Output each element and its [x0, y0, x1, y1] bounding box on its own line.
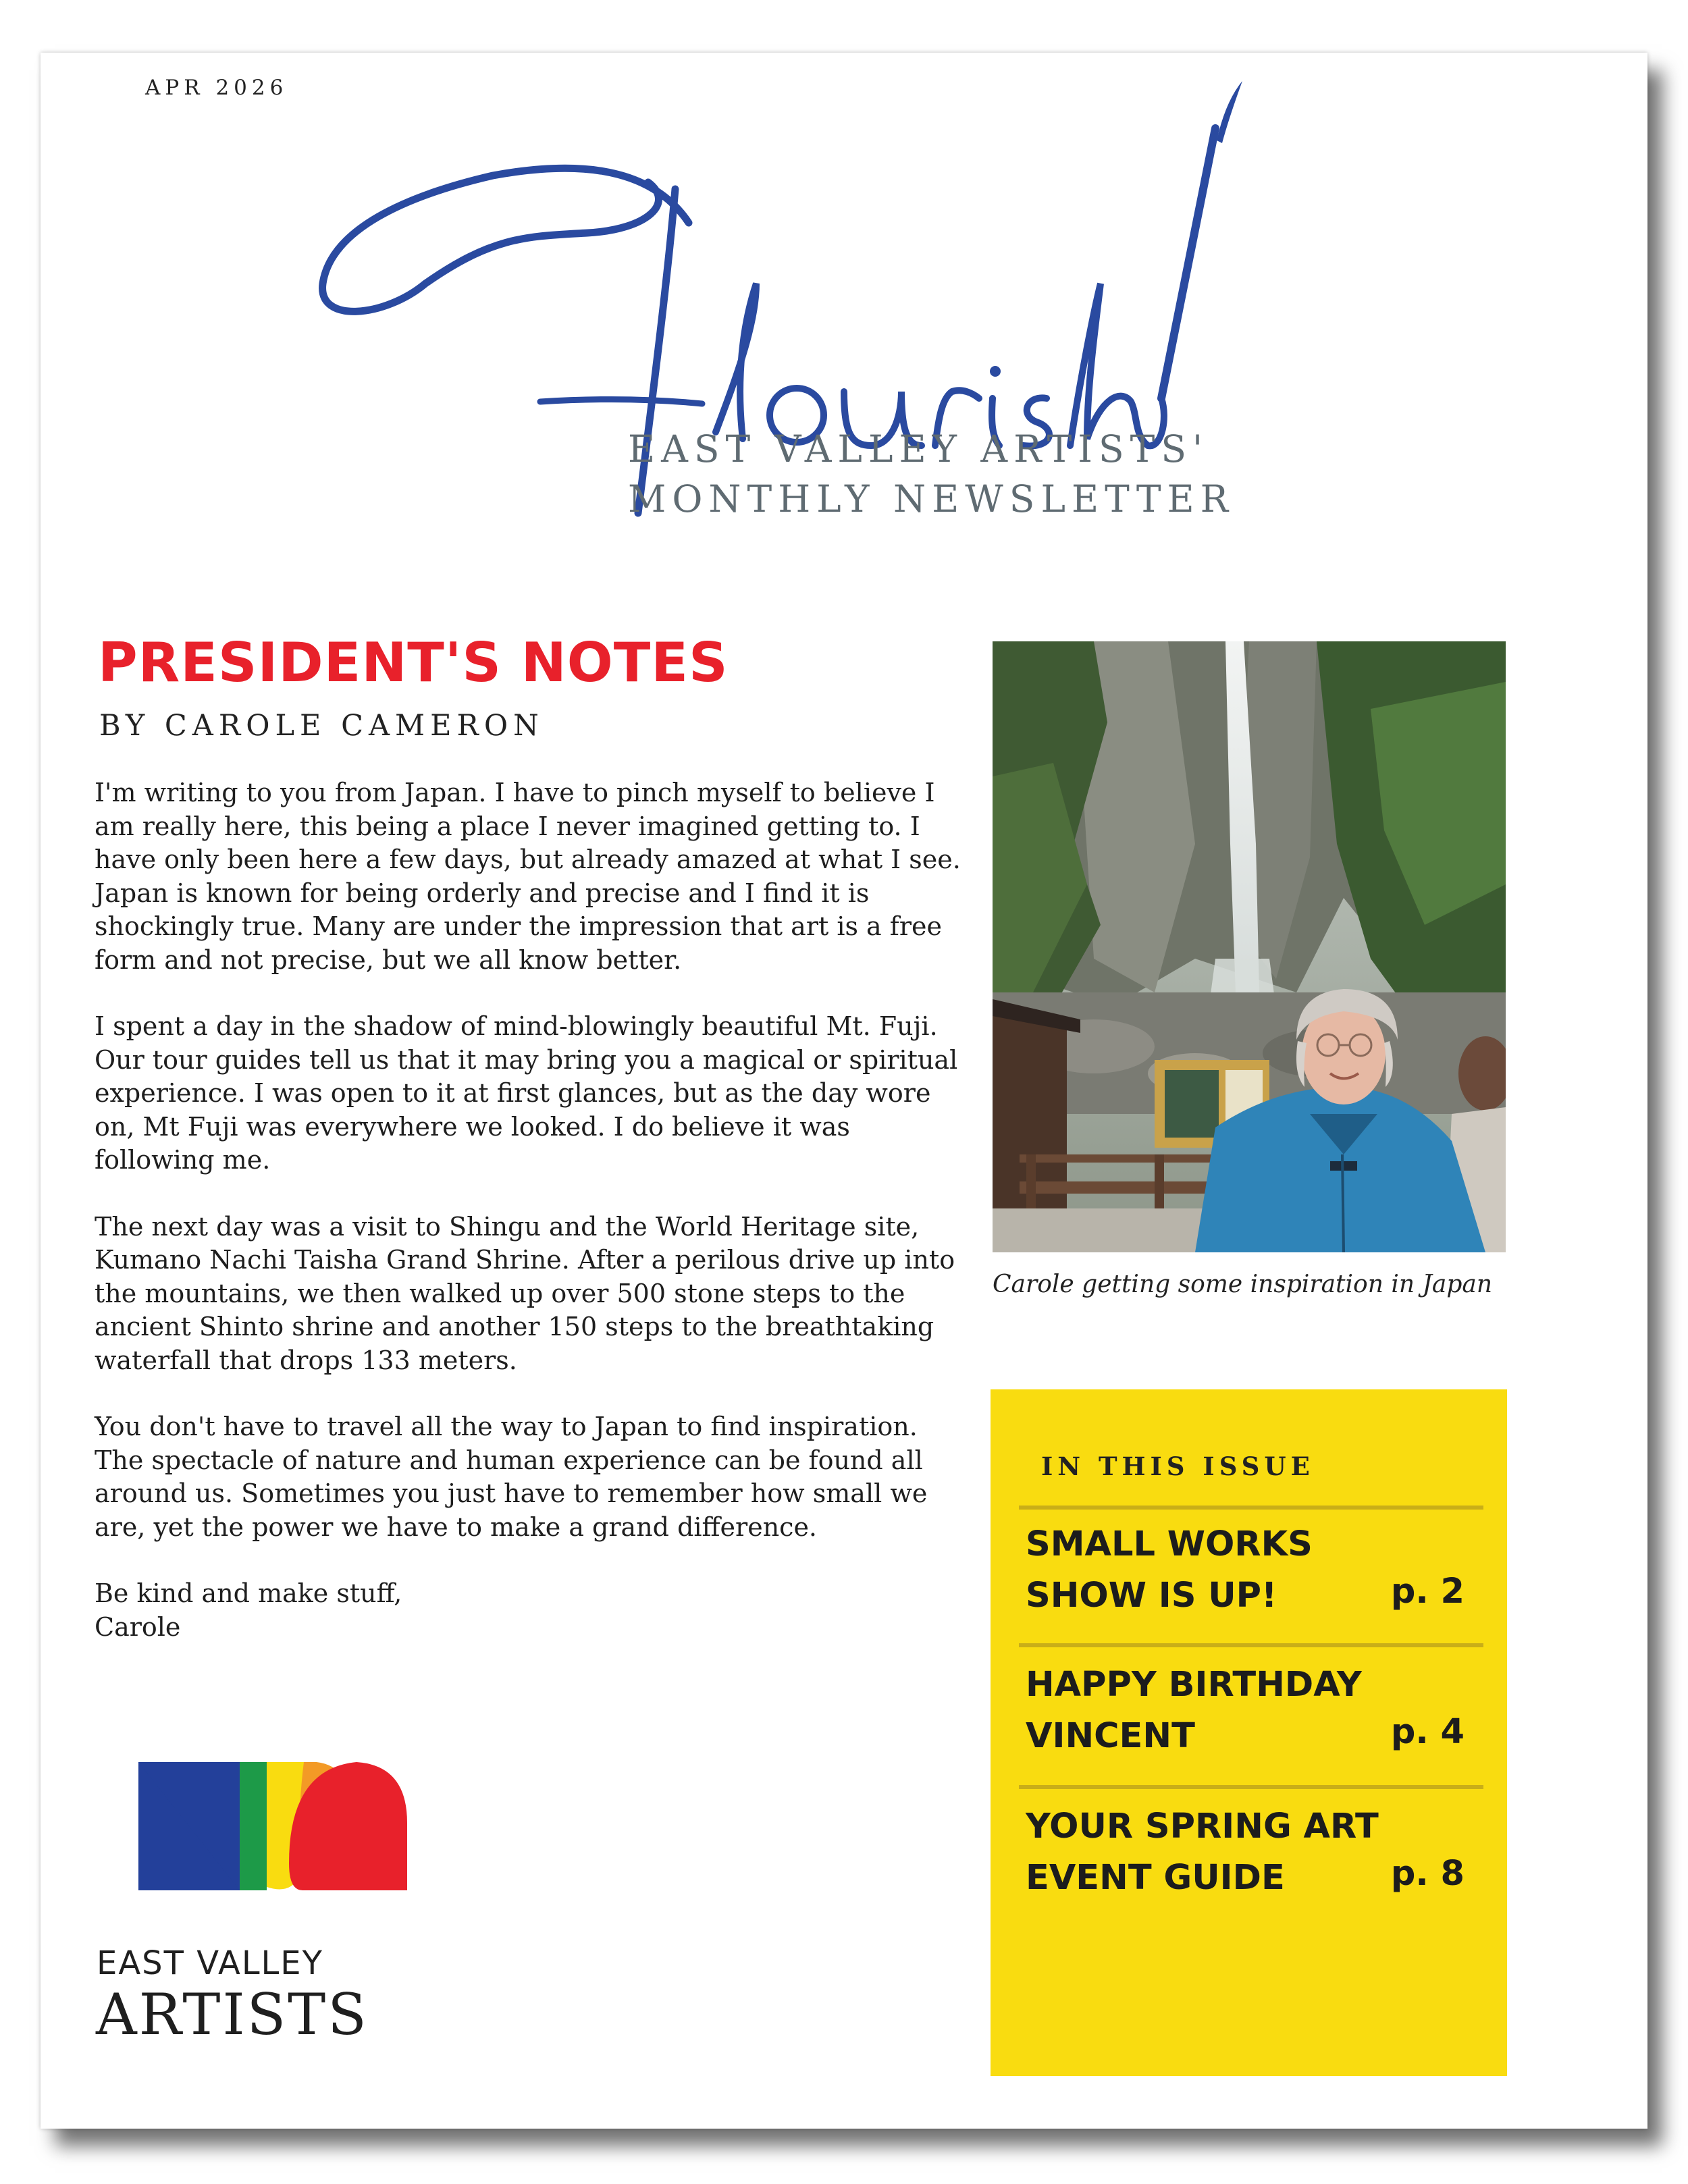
issue-divider-1: [1019, 1506, 1483, 1510]
issue-item-title-line-1: YOUR SPRING ART: [1026, 1807, 1379, 1846]
issue-item-page: p. 4: [1390, 1712, 1465, 1752]
issue-item-happy-birthday[interactable]: [1026, 1659, 1485, 1762]
issue-item-title-line-1: HAPPY BIRTHDAY: [1026, 1665, 1362, 1705]
article-paragraph-2: I spent a day in the shadow of mind-blowingly beautiful Mt. Fuji. Our tour guides tell us that it may bring you a magical or spiritual experience. I was open to it at first glances, but as the day wore on, Mt Fuji was everywhere we looked. I do believe it was following me.: [95, 1011, 958, 1175]
article-title: PRESIDENT'S NOTES: [98, 631, 729, 694]
issue-item-small-works[interactable]: [1026, 1519, 1485, 1622]
issue-item-page: p. 2: [1390, 1572, 1465, 1612]
issue-divider-3: [1019, 1785, 1483, 1789]
article-paragraph-1: I'm writing to you from Japan. I have to pinch myself to believe I am really here, this being a place I never imagined getting to. I have only been here a few days, but already amazed at what I see. Japan is known for being orderly and precise and I find it is shockingly true. Many are under the impression that art is a free form and not precise, but we all know better.: [95, 778, 961, 975]
subtitle-line-1: EAST VALLEY ARTISTS': [628, 427, 1209, 471]
in-this-issue-heading: IN THIS ISSUE: [1041, 1451, 1315, 1481]
issue-divider-2: [1019, 1643, 1483, 1647]
article-paragraph-4: You don't have to travel all the way to Japan to find inspiration. The spectacle of nature and human experience can be found all around us. Sometimes you just have to remember how small we are, yet the power we have to make a grand difference.: [95, 1412, 928, 1542]
waterfall-photo: [993, 641, 1506, 1252]
photo-caption: Carole getting some inspiration in Japan: [993, 1271, 1493, 1298]
issue-item-title-line-2: VINCENT: [1026, 1716, 1195, 1756]
signoff-line-2: Carole: [95, 1612, 181, 1642]
article-body: [95, 776, 966, 1644]
issue-item-page: p. 8: [1390, 1854, 1465, 1894]
issue-item-spring-art[interactable]: [1026, 1801, 1485, 1904]
issue-item-title-line-2: SHOW IS UP!: [1026, 1576, 1277, 1616]
article-paragraph-3: The next day was a visit to Shingu and the World Heritage site, Kumano Nachi Taisha Grand Shrine. After a perilous drive up into the mountains, we then walked up over 500 stone steps to the ancient Shinto shrine and another 150 steps to the breathtaking waterfall that drops 133 meters.: [95, 1211, 955, 1375]
logo-text-artists: ARTISTS: [96, 1981, 369, 2048]
signoff-line-1: Be kind and make stuff,: [95, 1578, 402, 1608]
article-byline: BY CAROLE CAMERON: [99, 709, 544, 743]
issue-item-title-line-2: EVENT GUIDE: [1026, 1858, 1285, 1898]
newsletter-subtitle: [628, 424, 1234, 524]
in-this-issue-box: [991, 1389, 1507, 2076]
subtitle-line-2: MONTHLY NEWSLETTER: [628, 477, 1235, 521]
issue-item-title-line-1: SMALL WORKS: [1026, 1524, 1313, 1564]
issue-date: APR 2026: [145, 76, 288, 100]
logo-text-east-valley: EAST VALLEY: [97, 1944, 323, 1982]
